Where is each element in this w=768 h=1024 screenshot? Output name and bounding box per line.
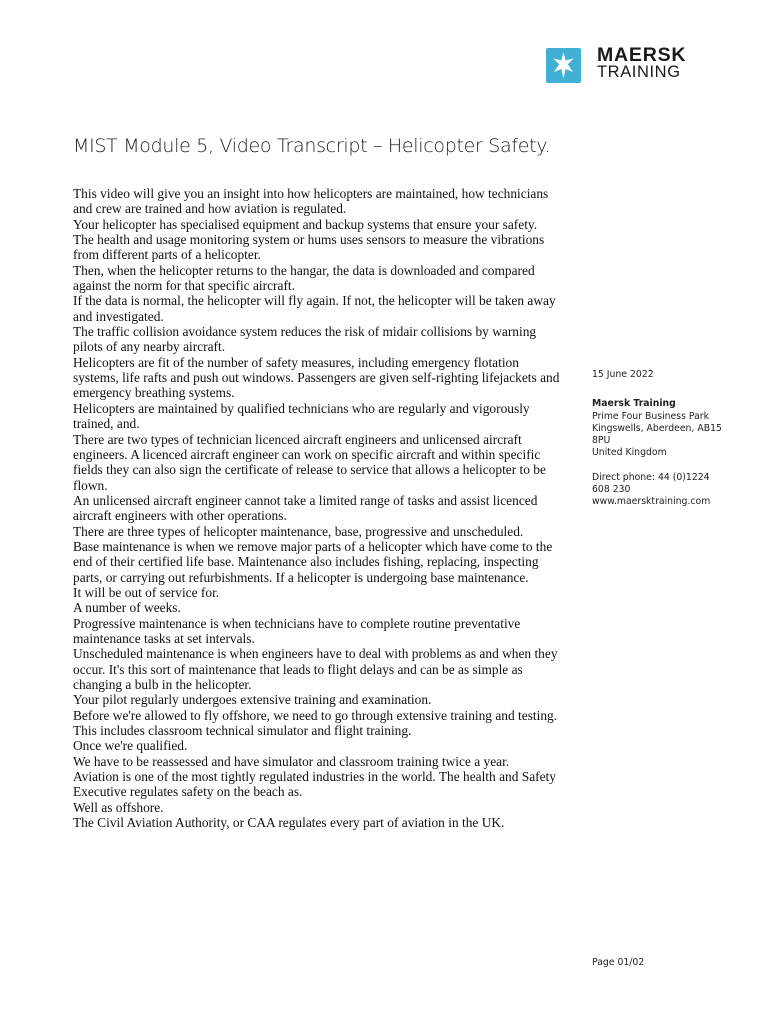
transcript-paragraph: The Civil Aviation Authority, or CAA regulates every part of aviation in the UK. xyxy=(73,815,505,831)
address-line: Kingswells, Aberdeen, AB15 xyxy=(592,422,722,434)
company-address xyxy=(592,411,742,460)
transcript-paragraph: If the data is normal, the helicopter will fly again. If not, the helicopter will be taken away and investigated. xyxy=(73,293,556,324)
contact-sidebar xyxy=(592,369,742,509)
transcript-paragraph: This video will give you an insight into how helicopters are maintained, how technicians and crew are trained and how aviation is regulated. xyxy=(73,186,549,217)
phone-line: 608 230 xyxy=(592,484,631,496)
transcript-paragraph: Helicopters are maintained by qualified technicians who are regularly and vigorously trained, and. xyxy=(73,400,530,432)
document-title: MIST Module 5, Video Transcript – Helicopter Safety. xyxy=(73,135,551,157)
transcript-paragraph: Base maintenance is when we remove major parts of a helicopter which have come to the end of their certified life base. Maintenance also includes fishing, replacing, inspecting parts, or carrying out refurbishments. If a helicopter is undergoing base maintenance. xyxy=(73,538,553,585)
transcript-paragraph: We have to be reassessed and have simulator and classroom training twice a year. xyxy=(73,753,510,769)
transcript-paragraph: Your helicopter has specialised equipment and backup systems that ensure your safety. xyxy=(73,216,538,232)
transcript-paragraph: The traffic collision avoidance system reduces the risk of midair collisions by warning pilots of any nearby aircraft. xyxy=(73,324,537,355)
contact-details xyxy=(592,472,742,509)
maersk-star-icon xyxy=(546,48,581,83)
transcript-paragraph: It will be out of service for. xyxy=(73,584,220,600)
logo-line-maersk: MAERSK xyxy=(597,44,687,66)
website-link[interactable]: www.maersktraining.com xyxy=(592,496,711,508)
company-name: Maersk Training xyxy=(592,398,676,410)
transcript-paragraph: Then, when the helicopter returns to the hangar, the data is downloaded and compared against the norm for that specific aircraft. xyxy=(73,262,535,294)
phone-line: Direct phone: 44 (0)1224 xyxy=(592,471,710,483)
transcript-paragraph: There are three types of helicopter maintenance, base, progressive and unscheduled. xyxy=(73,523,524,539)
logo-wordmark xyxy=(597,44,687,81)
transcript-paragraph: A number of weeks. xyxy=(73,600,181,616)
maersk-training-logo xyxy=(546,44,716,83)
page-number: Page 01/02 xyxy=(592,957,645,968)
transcript-paragraph: Once we're qualified. xyxy=(73,738,188,754)
document-date: 15 June 2022 xyxy=(592,369,654,380)
address-line: Prime Four Business Park xyxy=(592,410,709,422)
transcript-paragraph: Progressive maintenance is when technicians have to complete routine preventative maintenance tasks at set intervals. xyxy=(73,615,521,646)
transcript-paragraph: Before we're allowed to fly offshore, we need to go through extensive training and testing. This includes classroom technical simulator and flight training. xyxy=(73,707,558,739)
address-line: United Kingdom xyxy=(592,447,667,459)
transcript-paragraph: An unlicensed aircraft engineer cannot take a limited range of tasks and assist licenced aircraft engineers with other operations. xyxy=(73,492,538,524)
transcript-paragraph: Aviation is one of the most tightly regulated industries in the world. The health and Safety Executive regulates safety on the beach as. xyxy=(73,769,556,800)
transcript-body xyxy=(73,186,563,830)
transcript-paragraph: Helicopters are fit of the number of safety measures, including emergency flotation systems, life rafts and push out windows. Passengers are given self-righting lifejackets and emergency breathing systems. xyxy=(73,354,560,401)
address-line: 8PU xyxy=(592,435,611,447)
transcript-paragraph: Well as offshore. xyxy=(73,799,164,815)
transcript-paragraph: Your pilot regularly undergoes extensive training and examination. xyxy=(73,692,432,708)
transcript-paragraph: Unscheduled maintenance is when engineers have to deal with problems as and when they occur. It's this sort of maintenance that leads to flight delays and can be as simple as changing a bulb in the helicopter. xyxy=(73,646,558,692)
transcript-paragraph: The health and usage monitoring system or hums uses sensors to measure the vibrations from different parts of a helicopter. xyxy=(73,232,545,263)
transcript-paragraph: There are two types of technician licenced aircraft engineers and unlicensed aircraft engineers. A licenced aircraft engineer can work on specific aircraft and within specific fields they can also sign the certificate of release to service that allows a helicopter to be flown. xyxy=(73,431,546,493)
logo-line-training: TRAINING xyxy=(597,63,681,81)
